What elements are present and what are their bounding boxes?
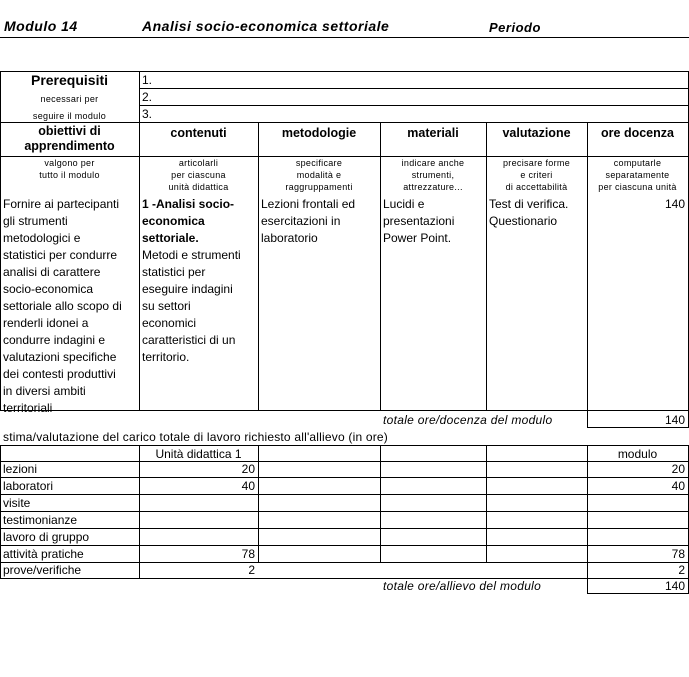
col-note-metodologie: specificare modalità e raggruppamenti bbox=[285, 158, 353, 192]
workload-row-modulo: 20 bbox=[671, 462, 685, 476]
prereq-sub1: necessari per bbox=[40, 94, 99, 104]
col-head-metodologie: metodologie bbox=[281, 126, 357, 140]
col-head-valutazione: valutazione bbox=[502, 126, 571, 140]
grid-line bbox=[0, 562, 689, 563]
grid-line bbox=[0, 578, 689, 579]
col-head-obiettivi: obiettivi di apprendimento bbox=[24, 124, 115, 153]
materiali-text: Lucidi e presentazioni Power Point. bbox=[383, 197, 455, 245]
prereq-title: Prerequisiti bbox=[30, 72, 109, 88]
col-note-ore: computarle separatamente per ciascuna unità bbox=[598, 158, 677, 192]
totale-allievo-label: totale ore/allievo del modulo bbox=[383, 579, 542, 593]
header-rule bbox=[0, 37, 689, 38]
workload-col-ud: Unità didattica 1 bbox=[155, 447, 242, 461]
col-head-contenuti: contenuti bbox=[170, 126, 227, 140]
totale-allievo-value: 140 bbox=[664, 579, 685, 593]
grid-line bbox=[0, 545, 689, 546]
metodologie-text: Lezioni frontali ed esercitazioni in laboratorio bbox=[261, 197, 356, 245]
grid-line bbox=[0, 461, 689, 462]
workload-row-label: testimonianze bbox=[3, 513, 78, 527]
col-head-ore: ore docenza bbox=[601, 126, 674, 140]
grid-line bbox=[587, 427, 689, 428]
valutazione-text: Test di verifica. Questionario bbox=[489, 197, 569, 228]
obiettivi-text: Fornire ai partecipanti gli strumenti metodologici e statistici per condurre analisi di carattere socio-economica settoriale allo scopo di renderli idonei a condurre indagini e valutazioni specifiche dei contesti produttivi in diversi ambiti territoriali bbox=[3, 197, 122, 415]
col-note-valutazione: precisare forme e criteri di accettabilità bbox=[502, 158, 571, 192]
workload-row-ud: 78 bbox=[241, 547, 255, 561]
prereq-sub2: seguire il modulo bbox=[32, 111, 107, 121]
grid-line bbox=[0, 71, 1, 411]
grid-line bbox=[380, 445, 381, 562]
prereq-item: 1. bbox=[142, 73, 153, 87]
grid-line bbox=[0, 494, 689, 495]
col-note-contenuti: articolarli per ciascuna unità didattica bbox=[168, 158, 229, 192]
module-title: Analisi socio-economica settoriale bbox=[142, 18, 390, 34]
workload-row-label: visite bbox=[3, 496, 31, 510]
workload-row-modulo: 2 bbox=[678, 563, 685, 577]
col-head-materiali: materiali bbox=[407, 126, 459, 140]
contenuti-text: 1 -Analisi socio- economica settoriale. Metodi e strumenti statistici per eseguire indagini su settori economici caratteristici di un territorio. bbox=[142, 197, 241, 364]
col-note-materiali: indicare anche strumenti, attrezzature... bbox=[401, 158, 465, 192]
totale-docenza-label: totale ore/docenza del modulo bbox=[383, 413, 553, 427]
totale-docenza-value: 140 bbox=[664, 413, 685, 427]
workload-row-ud: 2 bbox=[248, 563, 255, 577]
workload-row-modulo: 78 bbox=[671, 547, 685, 561]
workload-row-label: laboratori bbox=[3, 479, 54, 493]
grid-line bbox=[0, 122, 689, 123]
grid-line bbox=[139, 88, 689, 89]
grid-line bbox=[486, 445, 487, 562]
grid-line bbox=[139, 71, 140, 411]
ore-docenza-value: 140 bbox=[664, 197, 685, 211]
workload-col-modulo: modulo bbox=[617, 447, 658, 461]
workload-row-modulo: 40 bbox=[671, 479, 685, 493]
grid-line bbox=[0, 477, 689, 478]
grid-line bbox=[139, 105, 689, 106]
prereq-item: 2. bbox=[142, 90, 153, 104]
workload-row-label: attività pratiche bbox=[3, 547, 84, 561]
grid-line bbox=[258, 445, 259, 562]
grid-line bbox=[0, 445, 689, 446]
module-number: Modulo 14 bbox=[4, 18, 78, 34]
workload-row-ud: 20 bbox=[241, 462, 255, 476]
prereq-item: 3. bbox=[142, 107, 153, 121]
grid-line bbox=[0, 445, 1, 578]
workload-row-ud: 40 bbox=[241, 479, 255, 493]
workload-row-label: lavoro di gruppo bbox=[3, 530, 90, 544]
grid-line bbox=[0, 528, 689, 529]
stima-label: stima/valutazione del carico totale di lavoro richiesto all'allievo (in ore) bbox=[3, 430, 388, 444]
grid-line bbox=[0, 511, 689, 512]
workload-row-label: prove/verifiche bbox=[3, 563, 82, 577]
period-label: Periodo bbox=[489, 20, 541, 35]
workload-row-label: lezioni bbox=[3, 462, 38, 476]
col-note-obiettivi: valgono per tutto il modulo bbox=[39, 158, 100, 180]
